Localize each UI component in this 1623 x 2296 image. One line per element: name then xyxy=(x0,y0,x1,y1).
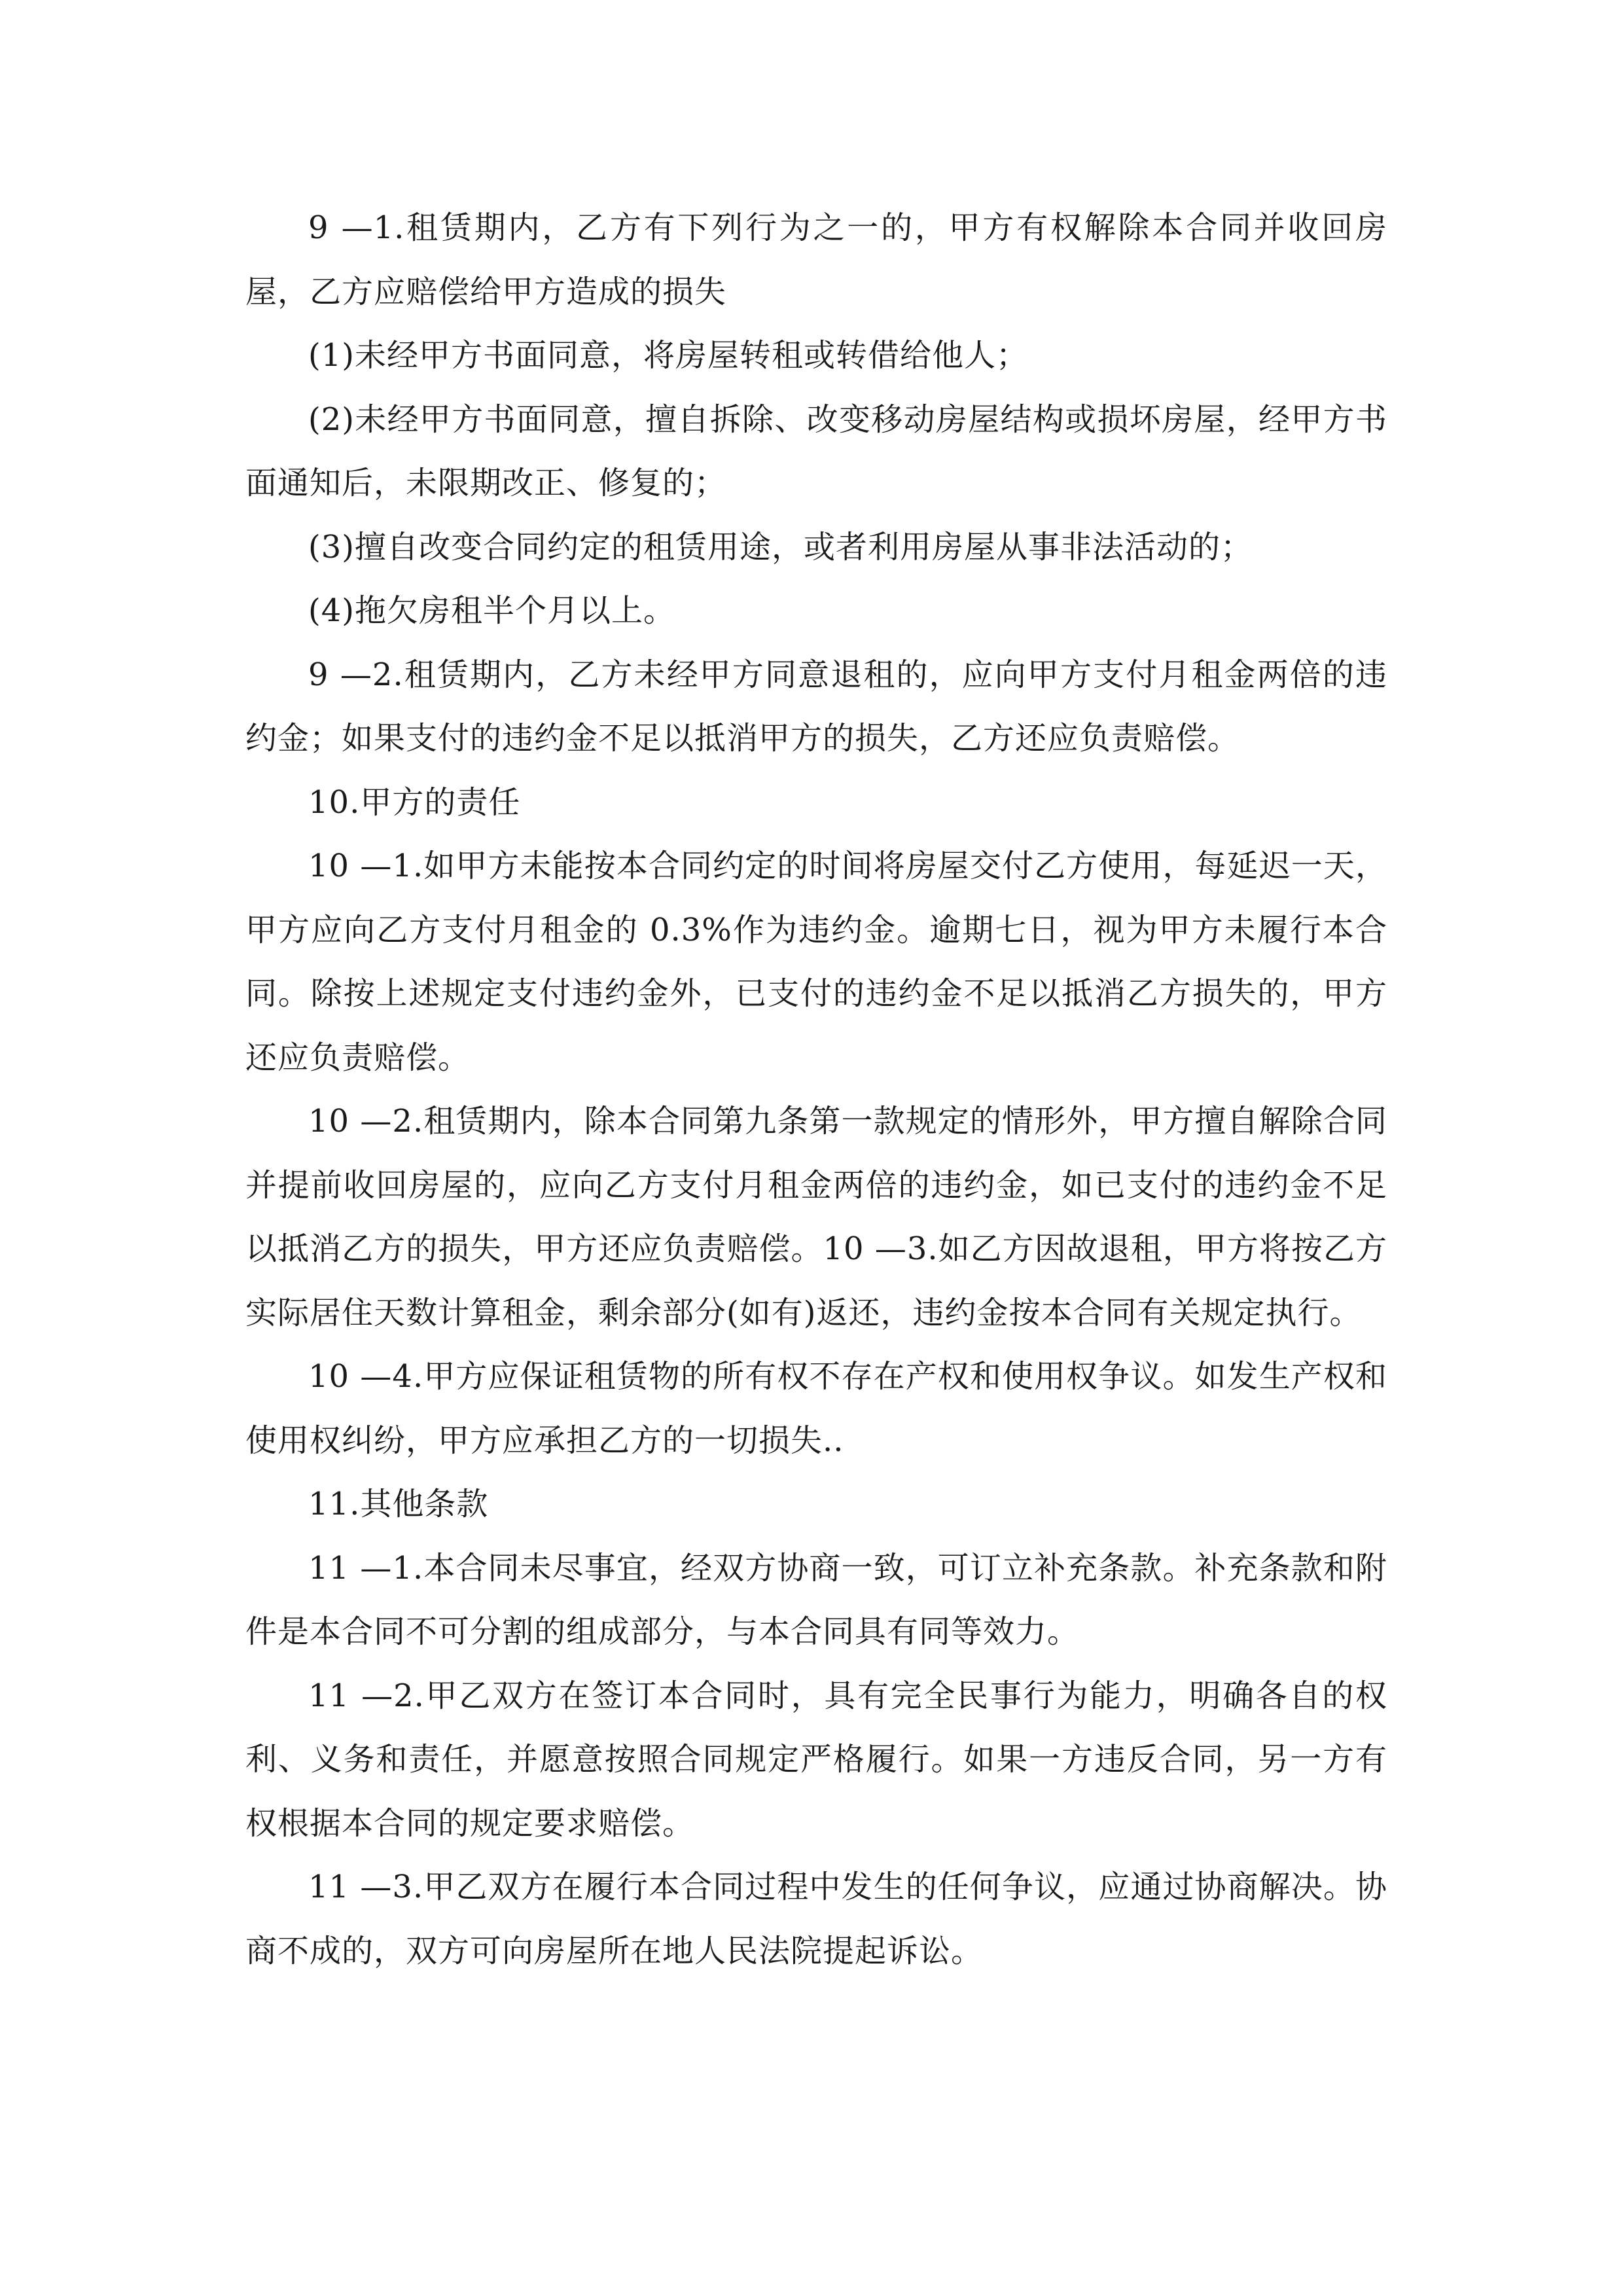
clause-9-1-item-3: (3)擅自改变合同约定的租赁用途，或者利用房屋从事非法活动的； xyxy=(308,528,1253,565)
clause-9-1-item-1: (1)未经甲方书面同意，将房屋转租或转借给他人； xyxy=(308,337,1028,374)
section-10-heading: 10.甲方的责任 xyxy=(308,783,521,821)
clause-9-2: 9 —2.租赁期内，乙方未经甲方同意退租的，应向甲方支付月租金两倍的违约金；如果支付的违约金不足以抵消甲方的损失，乙方还应负责赔偿。 xyxy=(245,656,1387,757)
clause-10-1: 10 —1.如甲方未能按本合同约定的时间将房屋交付乙方使用，每延迟一天，甲方应向乙方支付月租金的 0.3%作为违约金。逾期七日，视为甲方未履行本合同。除按上述规定支付违约金外，已支付的违约金不足以抵消乙方损失的，甲方还应负责赔偿。 xyxy=(245,848,1387,1076)
clause-9-1: 9 —1.租赁期内，乙方有下列行为之一的，甲方有权解除本合同并收回房屋，乙方应赔偿给甲方造成的损失 xyxy=(245,209,1387,310)
clause-10-2: 10 —2.租赁期内，除本合同第九条第一款规定的情形外，甲方擅自解除合同并提前收回房屋的，应向乙方支付月租金两倍的违约金，如已支付的违约金不足以抵消乙方的损失，甲方还应负责赔偿。10 —3.如乙方因故退租，甲方将按乙方实际居住天数计算租金，剩余部分(如有)返还，违约金按本合同有关规定执行。 xyxy=(245,1103,1387,1331)
clause-10-4: 10 —4.甲方应保证租赁物的所有权不存在产权和使用权争议。如发生产权和使用权纠纷，甲方应承担乙方的一切损失.. xyxy=(245,1358,1387,1459)
clause-11-2: 11 —2.甲乙双方在签订本合同时，具有完全民事行为能力，明确各自的权利、义务和责任，并愿意按照合同规定严格履行。如果一方违反合同，另一方有权根据本合同的规定要求赔偿。 xyxy=(245,1677,1387,1842)
section-11-heading: 11.其他条款 xyxy=(308,1486,489,1522)
document-body xyxy=(245,196,1387,1983)
clause-11-1: 11 —1.本合同未尽事宜，经双方协商一致，可订立补充条款。补充条款和附件是本合同不可分割的组成部分，与本合同具有同等效力。 xyxy=(245,1549,1387,1650)
clause-9-1-item-4: (4)拖欠房租半个月以上。 xyxy=(308,592,675,629)
clause-11-3: 11 —3.甲乙双方在履行本合同过程中发生的任何争议，应通过协商解决。协商不成的，双方可向房屋所在地人民法院提起诉讼。 xyxy=(245,1869,1387,1969)
clause-9-1-item-2: (2)未经甲方书面同意，擅自拆除、改变移动房屋结构或损坏房屋，经甲方书面通知后，未限期改正、修复的； xyxy=(245,401,1387,501)
